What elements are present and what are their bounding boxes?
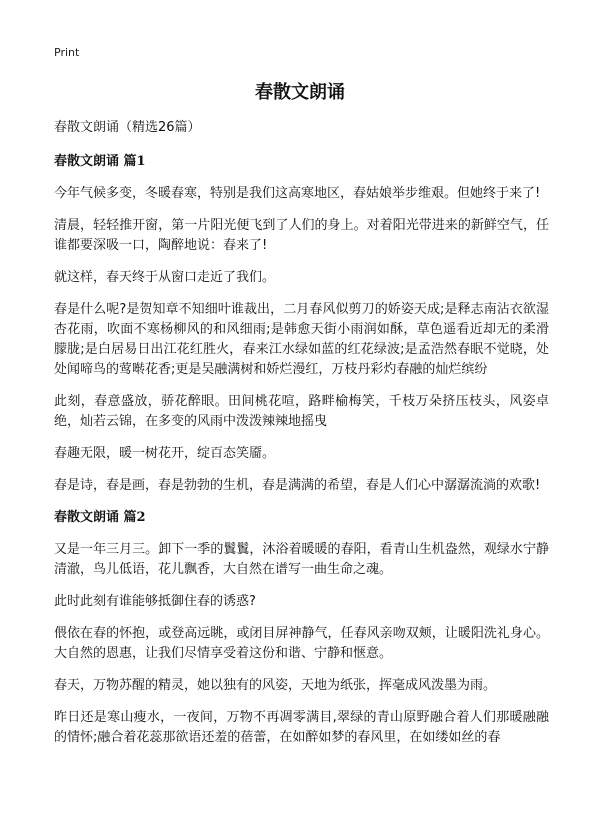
paragraph: 此时此刻有谁能够抵御住春的诱惑? [54, 594, 256, 609]
document-body [54, 118, 549, 760]
print-label: Print [54, 46, 80, 59]
section-heading: 春散文朗诵 篇2 [54, 510, 146, 525]
paragraph: 偎依在春的怀抱，或登高远眺，或闭目屏神静气，任春风亲吻双颊，让暖阳洗礼身心。大自然的恩惠，让我们尽情享受着这份和谐、宁静和惬意。 [54, 626, 549, 661]
paragraph: 今年气候多变，冬暖春寒，特别是我们这高寒地区，春姑娘举步维艰。但她终于来了! [54, 186, 541, 201]
paragraph: 又是一年三月三。卸下一季的鬒鬒，沐浴着暖暖的春阳，看青山生机盎然，观绿水宁静清澈，鸟儿低语，花儿飘香，大自然在谱写一曲生命之魂。 [54, 542, 549, 577]
section-2 [54, 508, 549, 748]
paragraph: 昨日还是寒山瘦水，一夜间，万物不再凋零满目,翠绿的青山原野融合着人们那暖融融的情怀;融合着花蕊那欲语还羞的蓓蕾，在如醉如梦的春风里，在如缕如丝的春 [54, 710, 549, 745]
paragraph: 清晨，轻轻推开窗，第一片阳光便飞到了人们的身上。对着阳光带进来的新鲜空气，任谁都要深吸一口，陶醉地说：春来了! [54, 218, 549, 253]
page-title: 春散文朗诵 [255, 82, 345, 103]
paragraph: 春是什么呢?是贺知章不知细叶谁裁出，二月春风似剪刀的娇姿天成;是释志南沾衣欲湿杏花雨，吹面不寒杨柳风的和风细雨;是韩愈天街小雨润如酥，草色遥看近却无的柔滑朦胧;是白居易日出江花红胜火，春来江水绿如蓝的红花绿波;是孟浩然春眠不觉晓，处处闻啼鸟的莺啭花香;更是吴融满树和娇烂漫红，万枝丹彩灼春融的灿烂缤纷 [54, 302, 549, 377]
paragraph: 此刻，春意盛放，骄花醉眼。田间桃花喧，路畔榆梅笑，千枝万朵挤压枝头，风姿卓绝，灿若云锦，在多变的风雨中泼泼辣辣地摇曳 [54, 394, 549, 429]
paragraph: 春天，万物苏醒的精灵，她以独有的风姿，天地为纸张，挥毫成风泼墨为雨。 [54, 678, 497, 693]
section-heading: 春散文朗诵 篇1 [54, 154, 146, 169]
paragraph: 就这样，春天终于从窗口走近了我们。 [54, 270, 276, 285]
paragraph: 春趣无限，暖一树花开，绽百态笑靥。 [54, 446, 276, 461]
paragraph: 春是诗，春是画，春是勃勃的生机，春是满满的希望，春是人们心中潺潺流淌的欢歌! [54, 478, 541, 493]
section-1 [54, 152, 549, 496]
document-subtitle: 春散文朗诵（精选26篇） [54, 120, 201, 135]
